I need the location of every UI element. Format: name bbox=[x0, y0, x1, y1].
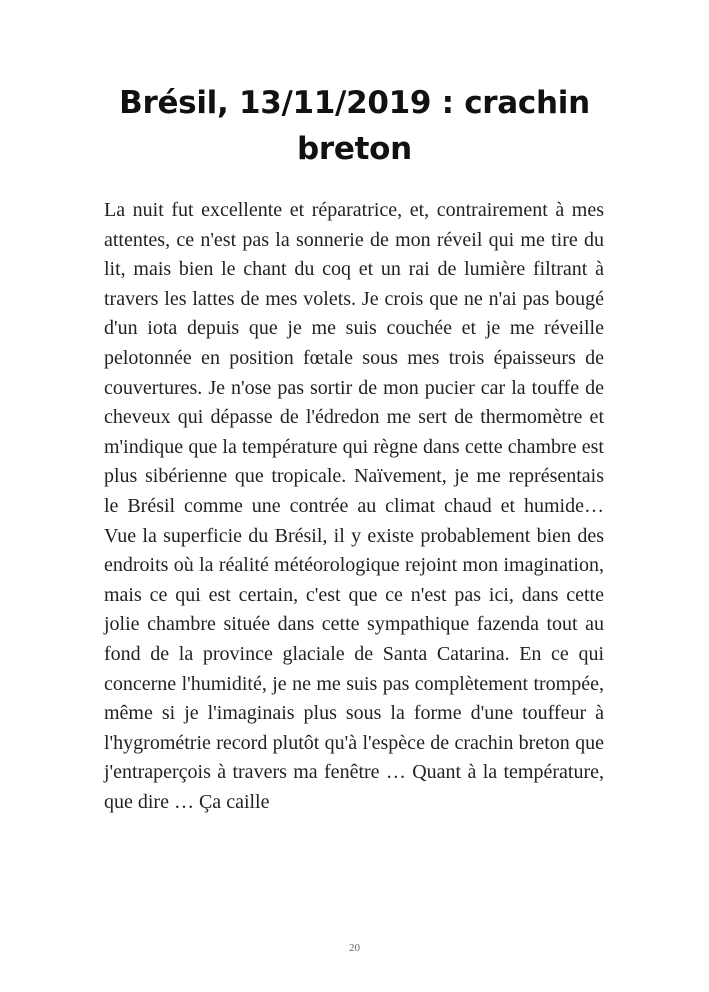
chapter-title: Brésil, 13/11/2019 : crachin breton bbox=[119, 85, 590, 167]
body-paragraph: La nuit fut excellente et réparatrice, et, contrairement à mes attentes, ce n'est pas la sonnerie de mon réveil qui me tire du lit, mais bien le chant du coq et un rai de lumière filtrant à travers les lattes de mes volets. Je crois que ne n'ai pas bougé d'un iota depuis que je me suis couchée et je me réveille pelotonnée en position fœtale sous mes trois épaisseurs de couvertures. Je n'ose pas sortir de mon pucier car la touffe de cheveux qui dépasse de l'édredon me sert de thermomètre et m'indique que la température qui règne dans cette chambre est plus sibérienne que tropicale. Naïvement, je me représentais le Brésil comme une contrée au climat chaud et humide… Vue la superficie du Brésil, il y existe probablement bien des endroits où la réalité météorologique rejoint mon imagination, mais ce qui est certain, c'est que ce n'est pas ici, dans cette jolie chambre située dans cette sympathique fazenda tout au fond de la province glaciale de Santa Catarina. En ce qui concerne l'humidité, je ne me suis pas complètement trompée, même si je l'imaginais plus sous la forme d'une touffeur à l'hygrométrie record plutôt qu'à l'espèce de crachin breton que j'entraperçois à travers ma fenêtre … Quant à la température, que dire … Ça caille bbox=[104, 199, 604, 813]
page-number: 20 bbox=[349, 942, 360, 954]
